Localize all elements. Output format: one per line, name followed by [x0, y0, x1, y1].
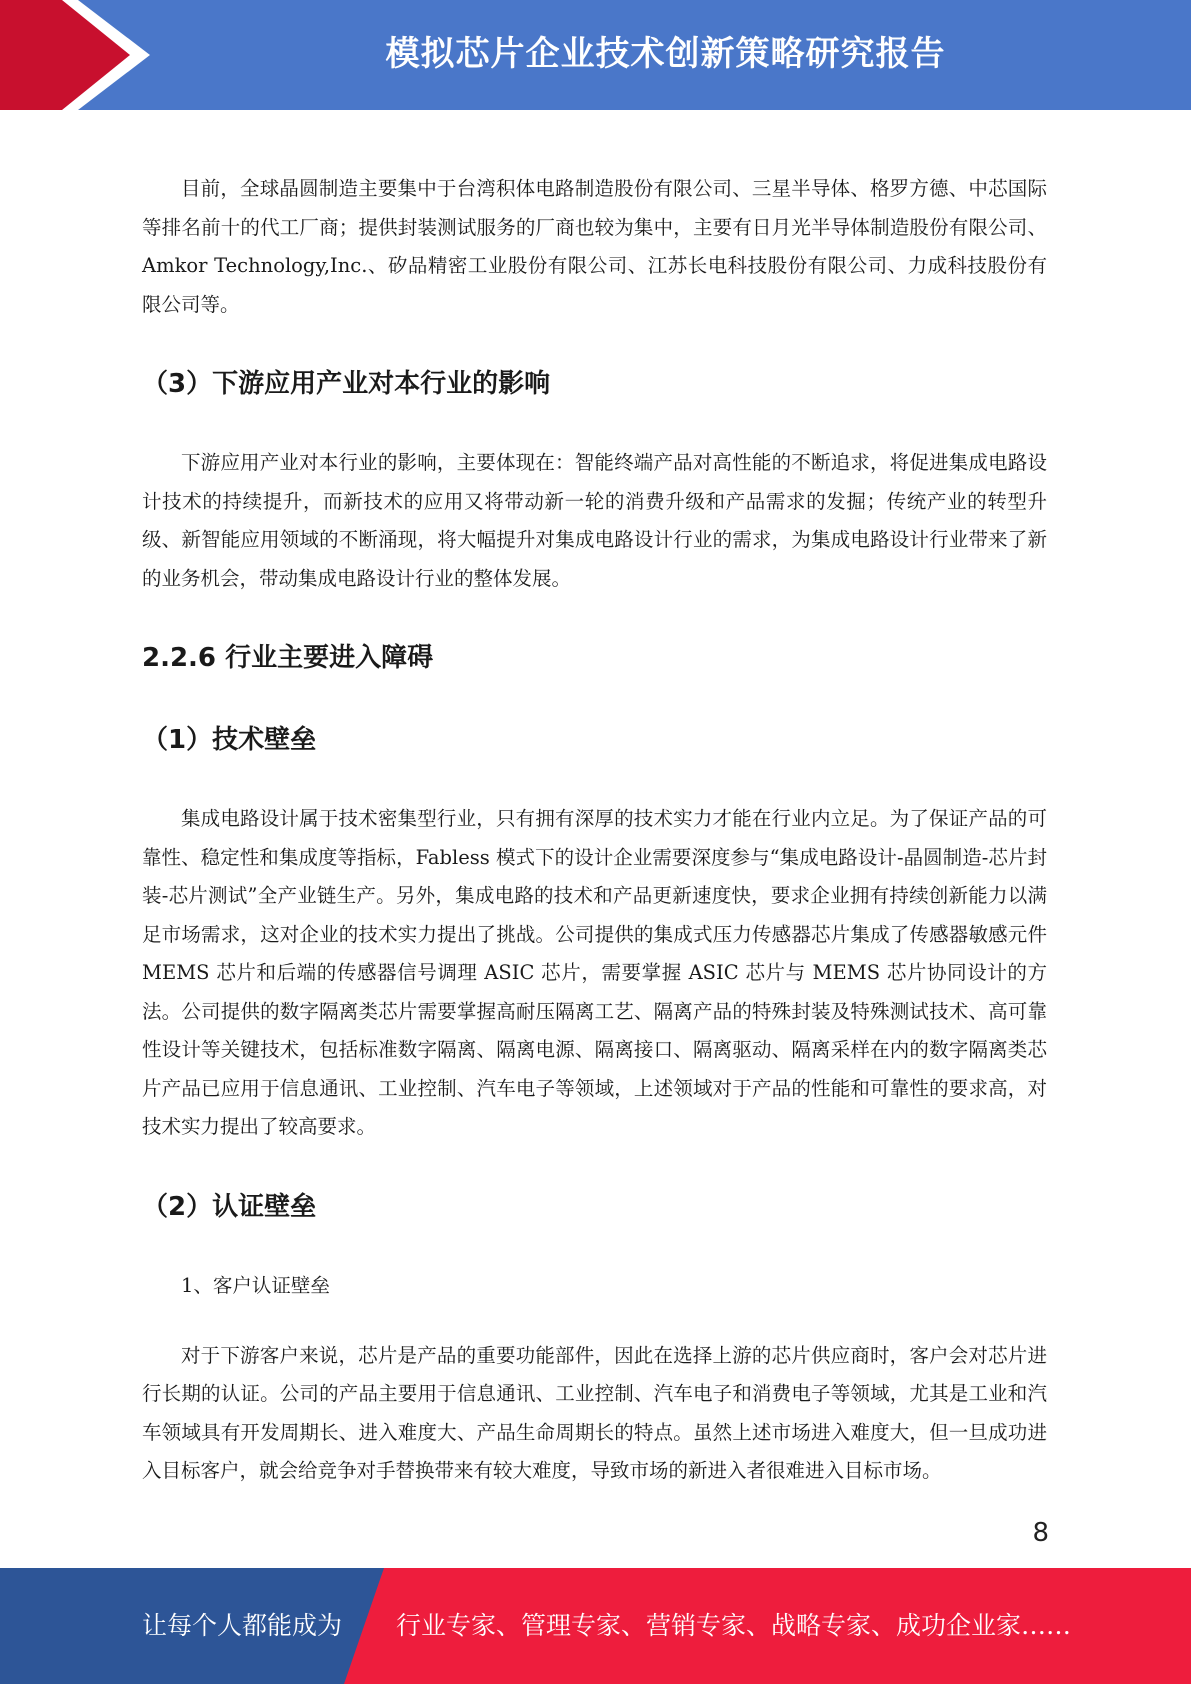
page-content — [142, 170, 1047, 1491]
header-banner — [0, 0, 1191, 110]
footer-banner — [0, 1568, 1191, 1684]
paragraph-downstream: 下游应用产业对本行业的影响，主要体现在：智能终端产品对高性能的不断追求，将促进集成电路设计技术的持续提升，而新技术的应用又将带动新一轮的消费升级和产品需求的发掘；传统产业的转型升级、新智能应用领域的不断涌现，将大幅提升对集成电路设计行业的需求，为集成电路设计行业带来了新的业务机会，带动集成电路设计行业的整体发展。 — [142, 451, 1047, 590]
heading-entry-barriers: 2.2.6 行业主要进入障碍 — [142, 643, 434, 673]
list-item-customer-cert: 1、客户认证壁垒 — [181, 1273, 330, 1297]
report-title: 模拟芯片企业技术创新策略研究报告 — [385, 34, 946, 74]
footer-slogan-left: 让每个人都能成为 — [142, 1611, 343, 1640]
paragraph-customer-cert: 对于下游客户来说，芯片是产品的重要功能部件，因此在选择上游的芯片供应商时，客户会对芯片进行长期的认证。公司的产品主要用于信息通讯、工业控制、汽车电子和消费电子等领域，尤其是工业和汽车领域具有开发周期长、进入难度大、产品生命周期长的特点。虽然上述市场进入难度大，但一旦成功进入目标客户，就会给竞争对手替换带来有较大难度，导致市场的新进入者很难进入目标市场。 — [142, 1343, 1047, 1482]
page-number: 8 — [1032, 1518, 1049, 1548]
heading-downstream-impact: （3）下游应用产业对本行业的影响 — [142, 369, 551, 399]
paragraph-foundry: 目前，全球晶圆制造主要集中于台湾积体电路制造股份有限公司、三星半导体、格罗方德、中芯国际等排名前十的代工厂商；提供封装测试服务的厂商也较为集中，主要有日月光半导体制造股份有限公司、Amkor Technology,Inc.、矽品精密工业股份有限公司、江苏长电科技股份有限公司、力成科技股份有限公司等。 — [142, 177, 1047, 316]
footer-slogan-right: 行业专家、管理专家、营销专家、战略专家、成功企业家…… — [396, 1611, 1072, 1640]
heading-tech-barrier: （1）技术壁垒 — [142, 725, 317, 755]
heading-cert-barrier: （2）认证壁垒 — [142, 1191, 317, 1222]
paragraph-tech-barrier: 集成电路设计属于技术密集型行业，只有拥有深厚的技术实力才能在行业内立足。为了保证产品的可靠性、稳定性和集成度等指标，Fabless 模式下的设计企业需要深度参与“集成电路设计-晶圆制造-芯片封装-芯片测试”全产业链生产。另外，集成电路的技术和产品更新速度快，要求企业拥有持续创新能力以满足市场需求，这对企业的技术实力提出了挑战。公司提供的集成式压力传感器芯片集成了传感器敏感元件 MEMS 芯片和后端的传感器信号调理 ASIC 芯片，需要掌握 ASIC 芯片与 MEMS 芯片协同设计的方法。公司提供的数字隔离类芯片需要掌握高耐压隔离工艺、隔离产品的特殊封装及特殊测试技术、高可靠性设计等关键技术，包括标准数字隔离、隔离电源、隔离接口、隔离驱动、隔离采样在内的数字隔离类芯片产品已应用于信息通讯、工业控制、汽车电子等领域，上述领域对于产品的性能和可靠性的要求高，对技术实力提出了较高要求。 — [142, 807, 1047, 1138]
